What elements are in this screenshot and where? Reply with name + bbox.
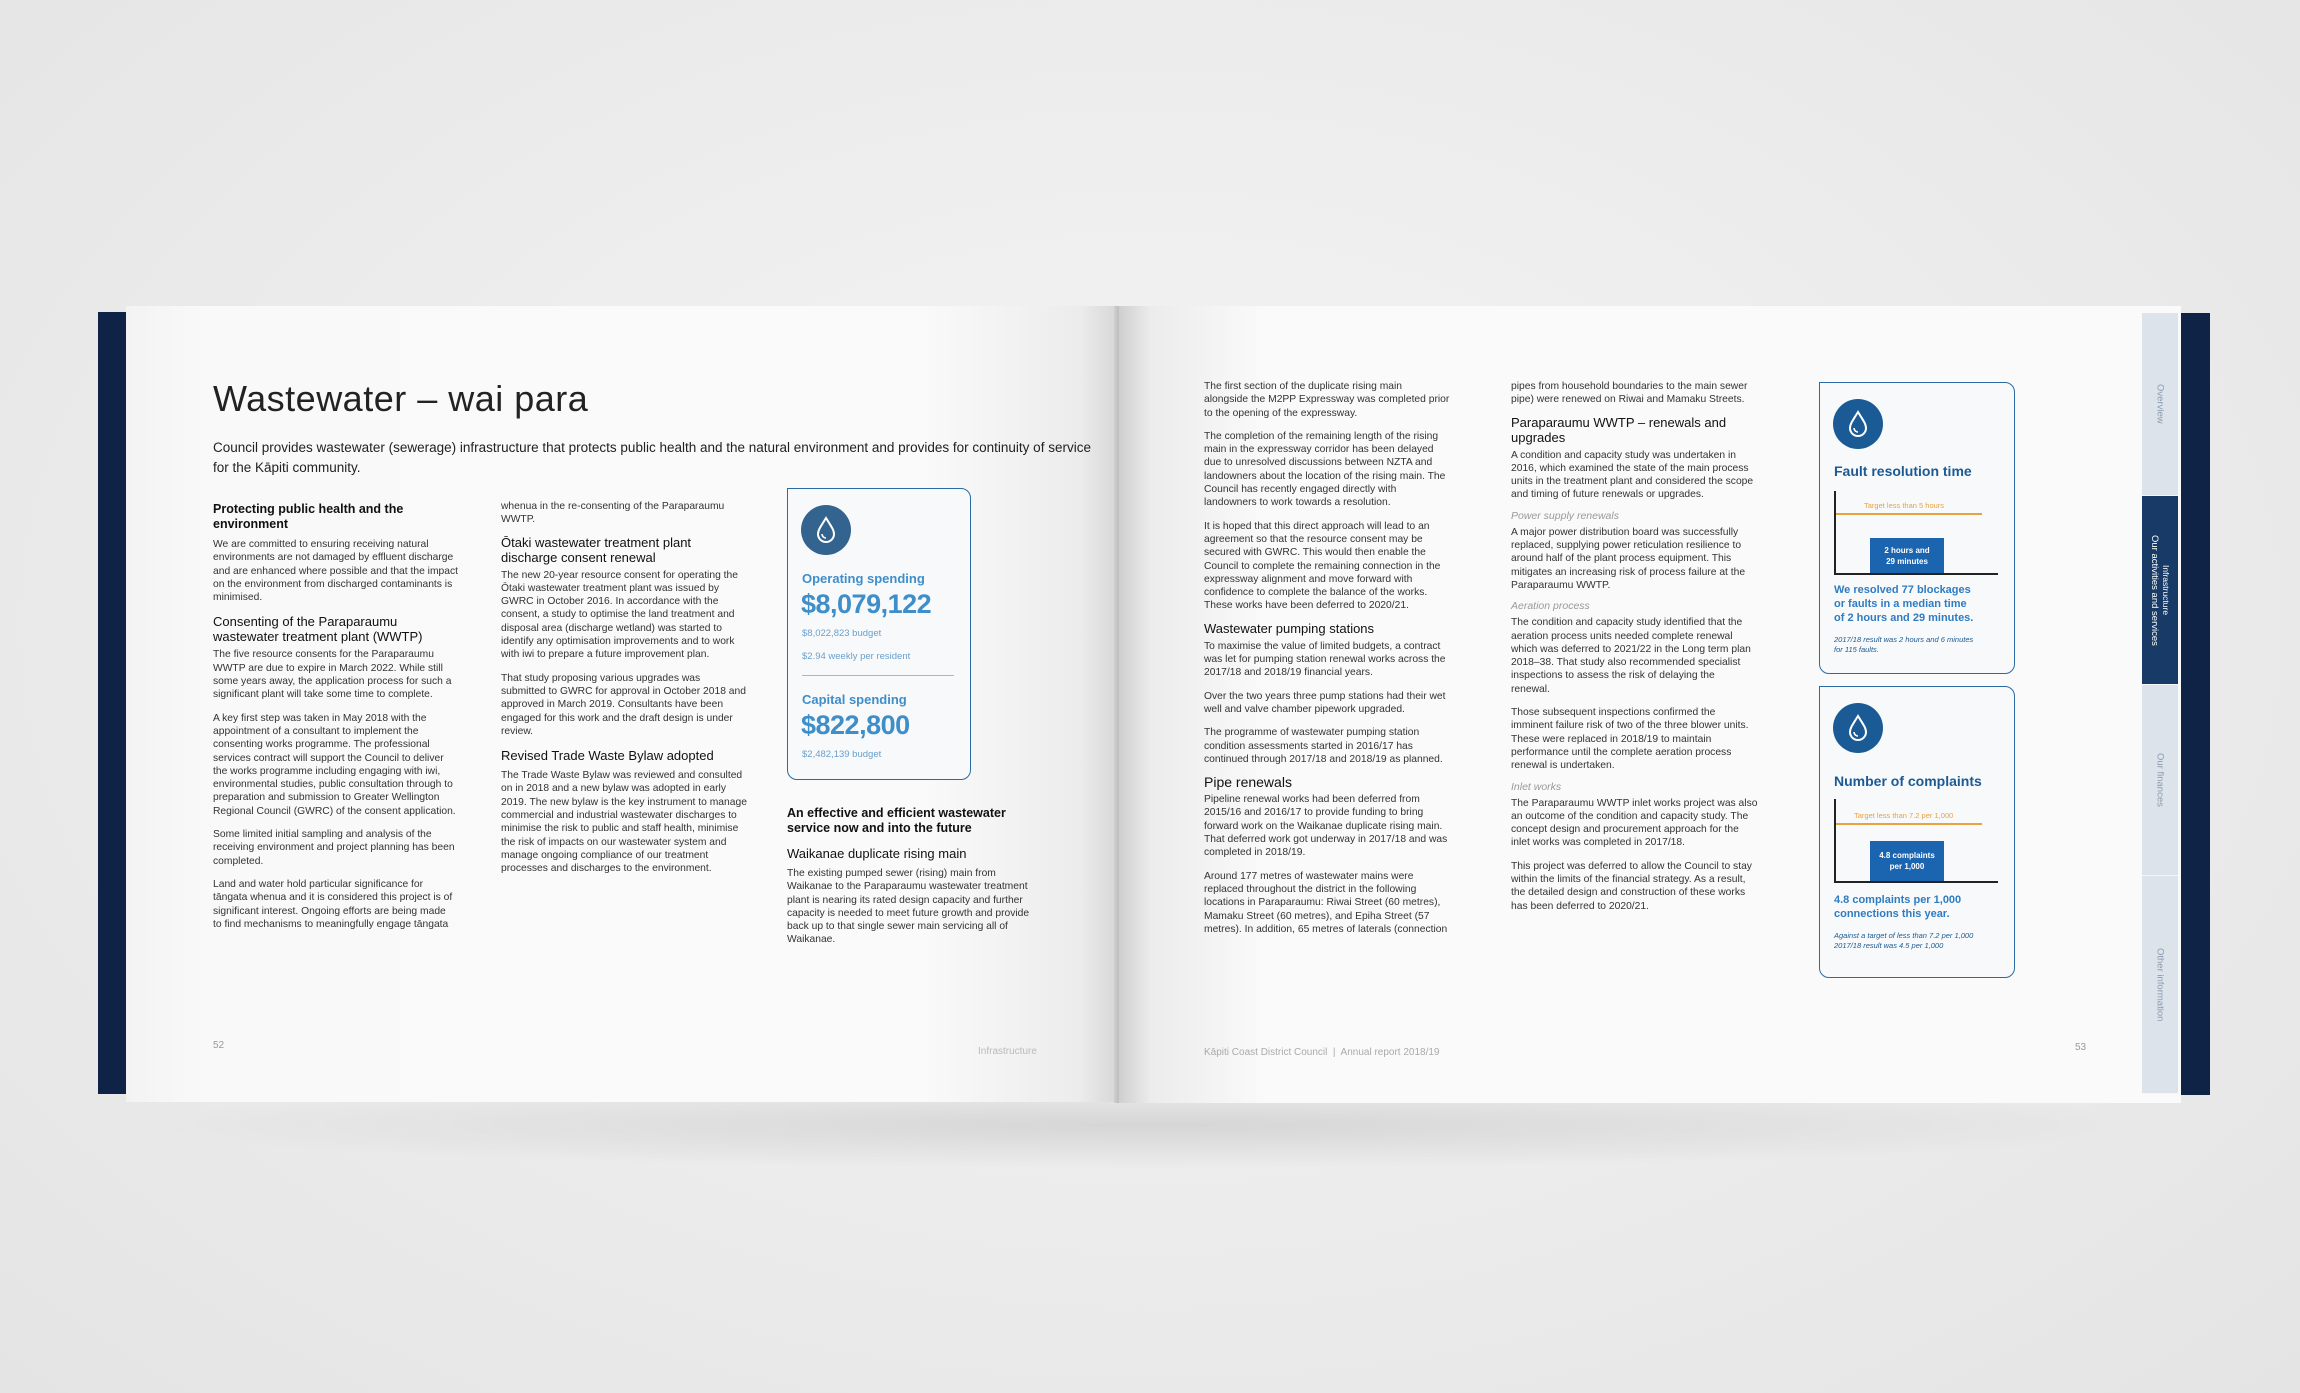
operating-spending-value: $8,079,122	[801, 589, 932, 619]
kpi-complaints-note: Against a target of less than 7.2 per 1,000 2017/18 result was 4.5 per 1,000	[1834, 931, 1974, 950]
tab-activities-sublabel: Infrastructure	[2161, 564, 2171, 616]
kpi-complaints-target-label: Target less than 7.2 per 1,000	[1854, 811, 1954, 820]
heading-effective: An effective and efficient wastewater service now and into the future	[787, 806, 1006, 835]
kpi-card-complaints	[1819, 686, 2015, 978]
water-drop-icon	[801, 505, 851, 555]
left-column-2	[501, 500, 766, 876]
para-pump-1: To maximise the value of limited budgets, a contract was let for pumping station renewal works across the 2017/18 and 2018/19 financial years.	[1204, 640, 1446, 679]
kpi-complaints-description: 4.8 complaints per 1,000 connections this year.	[1834, 894, 1962, 920]
para-aeration-1: The condition and capacity study identified that the aeration process units needed complete renewal which was deferred to 2021/22 in the Long term plan 2018–38. That study also recommended specialist inspections to assess the risk of delaying the renewal.	[1511, 617, 1751, 695]
para-laterals: pipes from household boundaries to the main sewer pipe) were renewed on Riwai and Mamaku Streets.	[1511, 381, 1748, 406]
para-rising-main-3: It is hoped that this direct approach will lead to an agreement so that the resource consent may be secured with GWRC. This would then enable the Council to complete the remaining connection in the expressway alignment and move forward with confidence to complete the balance of the works. These works have been deferred to 2020/21.	[1204, 520, 1441, 612]
tab-our-finances[interactable]	[2142, 685, 2178, 876]
spending-card	[787, 488, 971, 780]
heading-wwtp: Paraparaumu WWTP – renewals and upgrades	[1511, 414, 1727, 445]
para-protect: We are committed to ensuring receiving natural environments are not damaged by effluent discharge and are enhanced where possible and that the impact on the environment from discharged contaminants is minimised.	[213, 539, 459, 604]
tab-overview-label: Overview	[2154, 384, 2166, 424]
kpi-card-fault-resolution	[1819, 382, 2015, 674]
heading-pipe: Pipe renewals	[1204, 774, 1292, 791]
tab-finances-label: Our finances	[2154, 753, 2166, 807]
kpi-fault-note: 2017/18 result was 2 hours and 6 minutes for 115 faults.	[1834, 635, 1974, 654]
kpi-complaints-target-line	[1836, 823, 1982, 825]
capital-spending-value: $822,800	[801, 710, 910, 740]
water-drop-icon	[1833, 399, 1883, 449]
para-continued: whenua in the re-consenting of the Paraparaumu WWTP.	[501, 501, 725, 526]
capital-budget: $2,482,139 budget	[802, 749, 882, 760]
para-otaki-2: That study proposing various upgrades was submitted to GWRC for approval in October 2018 and approved in March 2019. Consultants have been engaged for this work and the draft design is under review.	[501, 672, 746, 737]
heading-aeration: Aeration process	[1511, 600, 1590, 613]
para-wwtp: A condition and capacity study was undertaken in 2016, which examined the state of the main process units in the treatment plant and considered the scope and timing of future renewals or upgrades.	[1511, 449, 1754, 501]
section-tabs	[2142, 313, 2178, 1093]
tab-activities-label: Our activities and services	[2149, 534, 2160, 646]
para-consent-2: A key first step was taken in May 2018 with the appointment of a consultant to implement the consenting works programme. The professional services contract will support the Council to deliver the works programme including engaging with iwi, environmental studies, public consultation through to preparation and submission to Greater Wellington Regional Council (GWRC) of the consent application.	[213, 712, 456, 817]
kpi-fault-title: Fault resolution time	[1834, 463, 1972, 479]
page-number-left: 52	[213, 1040, 225, 1051]
kpi-fault-x-axis	[1834, 573, 1998, 575]
kpi-complaints-x-axis	[1834, 881, 1998, 883]
page-number-right: 53	[2075, 1042, 2087, 1053]
tab-our-activities[interactable]	[2142, 496, 2178, 685]
para-consent-4: Land and water hold particular significance for tāngata whenua and it is considered this project is of significant interest. Ongoing efforts are being made to find mechanisms to meaningfully engage tāngata	[213, 878, 453, 930]
kpi-fault-description: We resolved 77 blockages or faults in a median time of 2 hours and 29 minutes.	[1834, 584, 1974, 624]
water-drop-icon	[1833, 703, 1883, 753]
para-pipe-2: Around 177 metres of wastewater mains were replaced throughout the district in the following locations in Paraparaumu: Riwai Street (60 metres), Mamaku Street (60 metres), and Epiha Street (57 metres). In addition, 65 metres of laterals (connection	[1204, 870, 1448, 935]
left-column-1	[213, 502, 478, 931]
right-column-2	[1511, 380, 1801, 913]
right-page	[1119, 306, 2181, 1103]
kpi-fault-target-line	[1836, 513, 1982, 515]
heading-protect: Protecting public health and the environment	[213, 502, 404, 531]
tab-other-label: Other information	[2154, 947, 2166, 1022]
kpi-complaints-title: Number of complaints	[1834, 773, 1982, 789]
para-aeration-2: Those subsequent inspections confirmed the imminent failure risk of two of the three blower units. These were replaced in 2018/19 to maintain performance until the complete aeration process renewal is undertaken.	[1511, 707, 1749, 772]
para-waikanae: The existing pumped sewer (rising) main from Waikanae to the Paraparaumu wastewater treatment plant is nearing its rated design capacity and further capacity is needed to meet future growth and provide back up to that single sewer main servicing all of Waikanae.	[787, 868, 1030, 946]
para-power: A major power distribution board was successfully replaced, supplying power reticulation resilience to around half of the plant process equipment. This mitigates an increasing risk of process failure at the Paraparaumu WWTP.	[1511, 526, 1746, 591]
operating-budget: $8,022,823 budget	[802, 628, 882, 639]
right-column-1	[1204, 380, 1484, 936]
tab-other-information[interactable]	[2142, 876, 2178, 1094]
para-bylaw: The Trade Waste Bylaw was reviewed and consulted on in 2018 and a new bylaw was adopted in early 2019. The new bylaw is the key instrument to manage commercial and industrial wastewater discharges to minimise the risk to public and staff health, minimise the risk of impacts on our wastewater system and manage ongoing compliance of our treatment processes and discharges to the environment.	[501, 770, 747, 875]
operating-spending-label: Operating spending	[802, 571, 925, 586]
heading-power: Power supply renewals	[1511, 509, 1619, 522]
heading-inlet: Inlet works	[1511, 780, 1562, 793]
kpi-fault-y-axis	[1834, 491, 1836, 575]
heading-bylaw: Revised Trade Waste Bylaw adopted	[501, 748, 714, 764]
para-pump-3: The programme of wastewater pumping station condition assessments started in 2016/17 has continued through 2017/18 and 2018/19 as planned.	[1204, 727, 1443, 765]
page-title: Wastewater – wai para	[213, 378, 589, 419]
kpi-fault-target-label: Target less than 5 hours	[1864, 501, 1945, 510]
para-rising-main-1: The first section of the duplicate rising main alongside the M2PP Expressway was completed prior to the opening of the expressway.	[1204, 381, 1450, 419]
cover-left-edge	[98, 312, 128, 1094]
card-divider	[802, 675, 954, 676]
kpi-complaints-bar: 4.8 complaints per 1,000	[1870, 841, 1944, 881]
heading-consent: Consenting of the Paraparaumu wastewater treatment plant (WWTP)	[213, 614, 423, 645]
para-otaki-1: The new 20-year resource consent for operating the Ōtaki wastewater treatment plant was issued by GWRC in October 2016. In accordance with the consent, a study to optimise the land treatment and disposal area (discharge wetland) was started to identify any optimisation improvements and to work with iwi to prepare a future improvement plan.	[501, 569, 738, 661]
tab-overview[interactable]	[2142, 313, 2178, 496]
intro-text: Council provides wastewater (sewerage) infrastructure that protects public health and the natural environment and provides for continuity of service for the Kāpiti community.	[213, 440, 1091, 475]
heading-waikanae: Waikanae duplicate rising main	[787, 846, 967, 861]
para-pump-2: Over the two years three pump stations had their wet well and valve chamber pipework upgraded.	[1204, 690, 1446, 715]
para-consent-1: The five resource consents for the Paraparaumu WWTP are due to expire in March 2022. While still some years away, the application process for such a significant plant will take some time to complete.	[213, 649, 452, 701]
heading-otaki: Ōtaki wastewater treatment plant discharge consent renewal	[501, 534, 692, 565]
capital-spending-label: Capital spending	[802, 692, 907, 707]
left-column-3	[787, 806, 1062, 947]
kpi-complaints-y-axis	[1834, 799, 1836, 883]
para-pipe-1: Pipeline renewal works had been deferred from 2015/16 and 2016/17 to provide funding to bring forward work on the Waikanae duplicate rising main. That deferred work got underway in 2017/18 and was completed in 2018/19.	[1204, 794, 1448, 859]
para-consent-3: Some limited initial sampling and analysis of the receiving environment and project planning has been completed.	[213, 829, 455, 867]
section-footer: Infrastructure	[978, 1046, 1037, 1057]
kpi-fault-bar: 2 hours and 29 minutes	[1870, 538, 1944, 573]
report-footer: Kāpiti Coast District Council | Annual report 2018/19	[1204, 1047, 1440, 1058]
weekly-per-resident: $2.94 weekly per resident	[802, 651, 911, 662]
para-inlet-1: The Paraparaumu WWTP inlet works project was also an outcome of the condition and capacity study. The concept design and procurement approach for the inlet works was completed in 2017/18.	[1511, 797, 1758, 849]
left-page	[126, 306, 1119, 1102]
para-inlet-2: This project was deferred to allow the Council to stay within the limits of the financial strategy. As a result, the detailed design and construction of these works has been deferred to 2020/21.	[1511, 860, 1752, 912]
heading-pumping: Wastewater pumping stations	[1204, 620, 1375, 636]
cover-right-edge	[2180, 313, 2210, 1095]
para-rising-main-2: The completion of the remaining length of the rising main in the expressway corridor has been delayed due to unresolved discussions between NZTA and landowners about the location of the rising main. The Council has recently engaged directly with landowners to work towards a resolution.	[1204, 430, 1446, 509]
